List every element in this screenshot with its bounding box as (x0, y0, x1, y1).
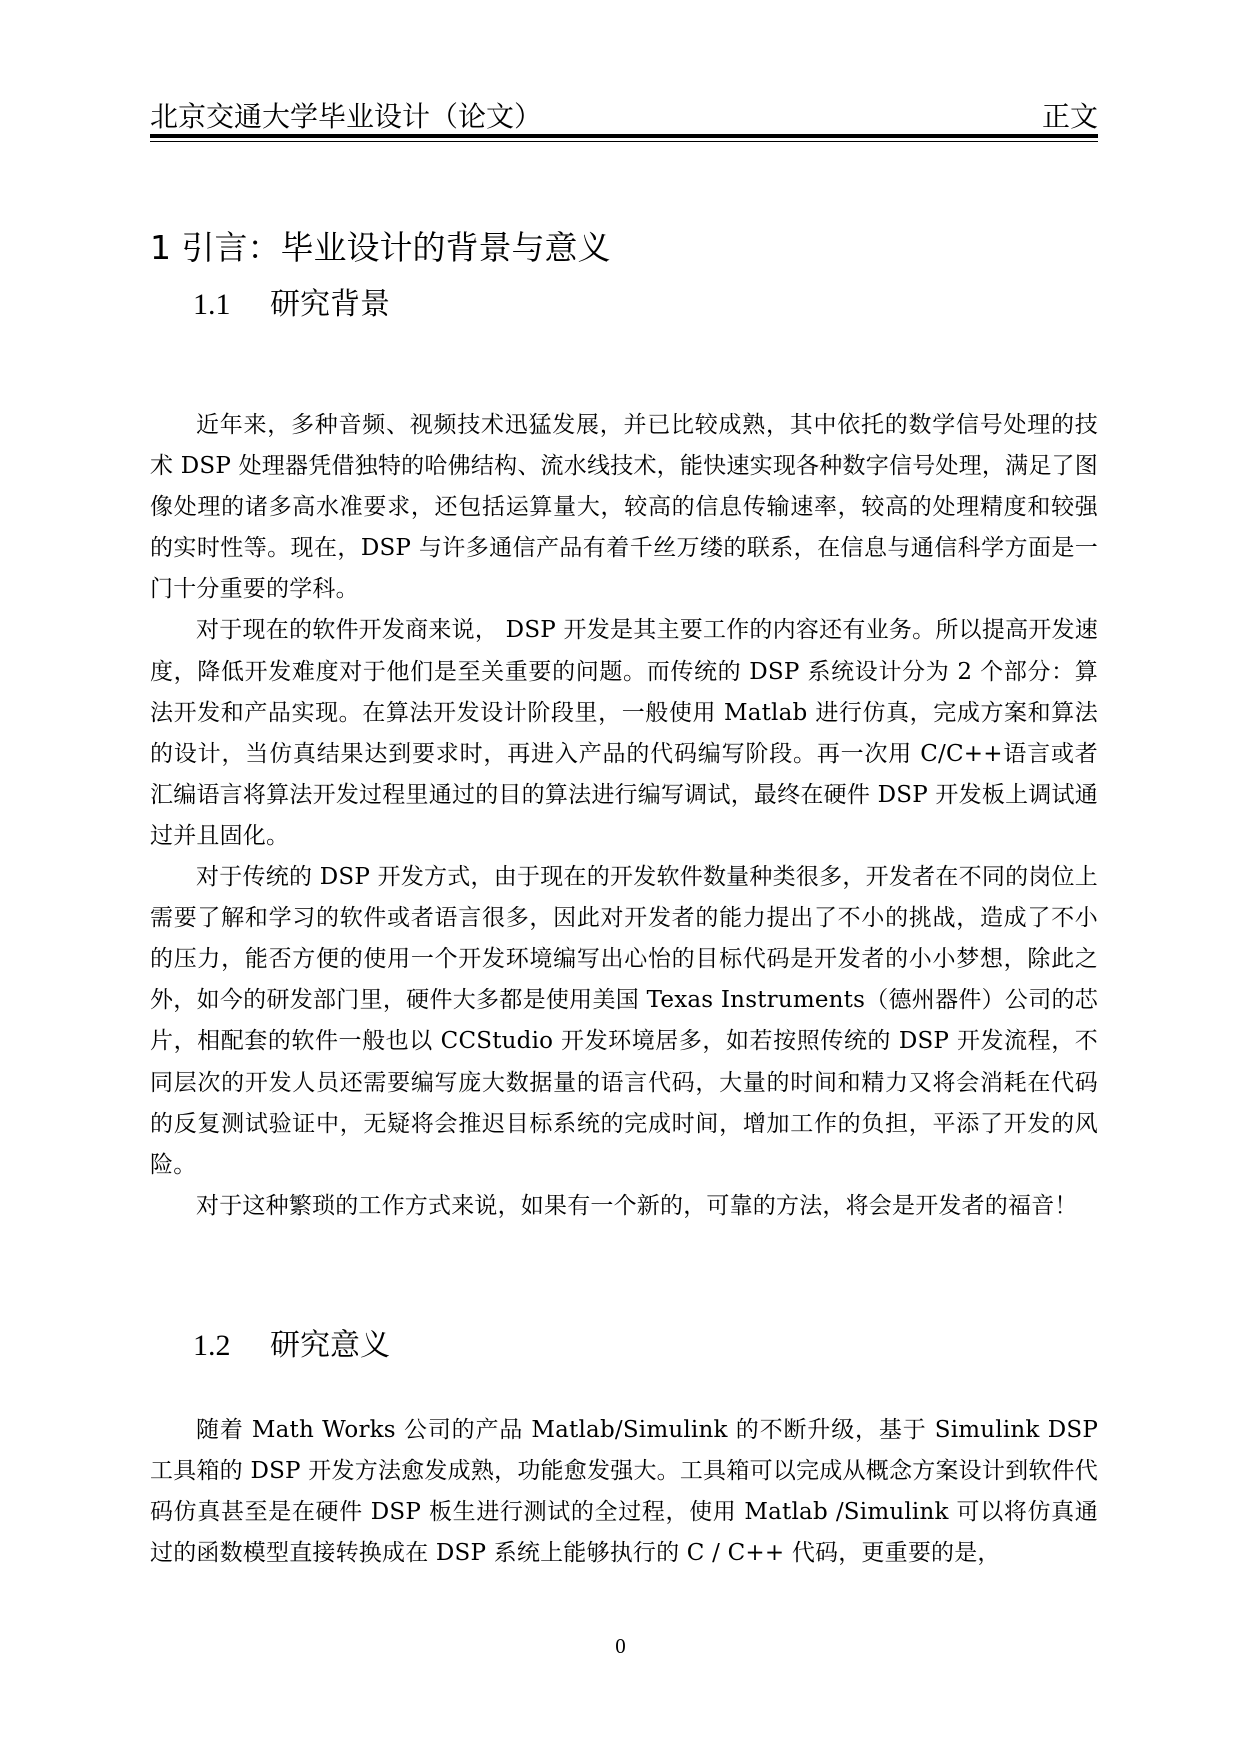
header-section-label: 正文 (1041, 100, 1098, 133)
header-rule-thick (150, 134, 1098, 138)
paragraph: 对于这种繁琐的工作方式来说，如果有一个新的，可靠的方法，将会是开发者的福音！ (196, 1192, 1078, 1219)
section-heading-1-2 (193, 1326, 390, 1366)
section-title-text: 研究意义 (270, 1328, 390, 1363)
running-header (150, 95, 1098, 135)
header-thesis-title: 北京交通大学毕业设计（论文） (150, 100, 543, 133)
section-number: 1.2 (193, 1329, 231, 1362)
section-title-text: 研究背景 (270, 287, 390, 322)
page-number: 0 (615, 1634, 626, 1658)
chapter-title: 1 引言：毕业设计的背景与意义 (150, 228, 611, 267)
header-rule-thin (150, 141, 1098, 142)
paragraph: 随着 Math Works 公司的产品 Matlab/Simulink 的不断升级，基于 Simulink DSP 工具箱的 DSP 开发方法愈发成熟，功能愈发强大。工具箱可以完成从概念方案设计到软件代码仿真甚至是在硬件 DSP 板生进行测试的全过程，使用 Matlab /Simulink 可以将仿真通过的函数模型直接转换成在 DSP 系统上能够执行的 C / C++ 代码，更重要的是， (150, 1417, 1098, 1567)
paragraph: 近年来，多种音频、视频技术迅猛发展，并已比较成熟，其中依托的数学信号处理的技术 DSP 处理器凭借独特的哈佛结构、流水线技术，能快速实现各种数字信号处理，满足了图像处理的诸多高水准要求，还包括运算量大，较高的信息传输速率，较高的处理精度和较强的实时性等。现在，DSP 与许多通信产品有着千丝万缕的联系，在信息与通信科学方面是一门十分重要的学科。 (150, 412, 1098, 603)
section-body-1-2 (150, 1410, 1098, 1574)
paragraph: 对于现在的软件开发商来说， DSP 开发是其主要工作的内容还有业务。所以提高开发速度，降低开发难度对于他们是至关重要的问题。而传统的 DSP 系统设计分为 2 个部分：算法开发和产品实现。在算法开发设计阶段里，一般使用 Matlab 进行仿真，完成方案和算法的设计，当仿真结果达到要求时，再进入产品的代码编写阶段。再一次用 C/C++语言或者汇编语言将算法开发过程里通过的目的算法进行编写调试，最终在硬件 DSP 开发板上调试通过并且固化。 (150, 617, 1098, 849)
section-body-1-1 (150, 405, 1098, 1227)
section-heading-1-1 (193, 285, 390, 325)
paragraph: 对于传统的 DSP 开发方式，由于现在的开发软件数量种类很多，开发者在不同的岗位上需要了解和学习的软件或者语言很多，因此对开发者的能力提出了不小的挑战，造成了不小的压力，能否方便的使用一个开发环境编写出心怡的目标代码是开发者的小小梦想，除此之外，如今的研发部门里，硬件大多都是使用美国 Texas Instruments（德州器件）公司的芯片，相配套的软件一般也以 CCStudio 开发环境居多，如若按照传统的 DSP 开发流程，不同层次的开发人员还需要编写庞大数据量的语言代码，大量的时间和精力又将会消耗在代码的反复测试验证中，无疑将会推迟目标系统的完成时间，增加工作的负担，平添了开发的风险。 (150, 864, 1098, 1178)
section-number: 1.1 (193, 288, 231, 321)
